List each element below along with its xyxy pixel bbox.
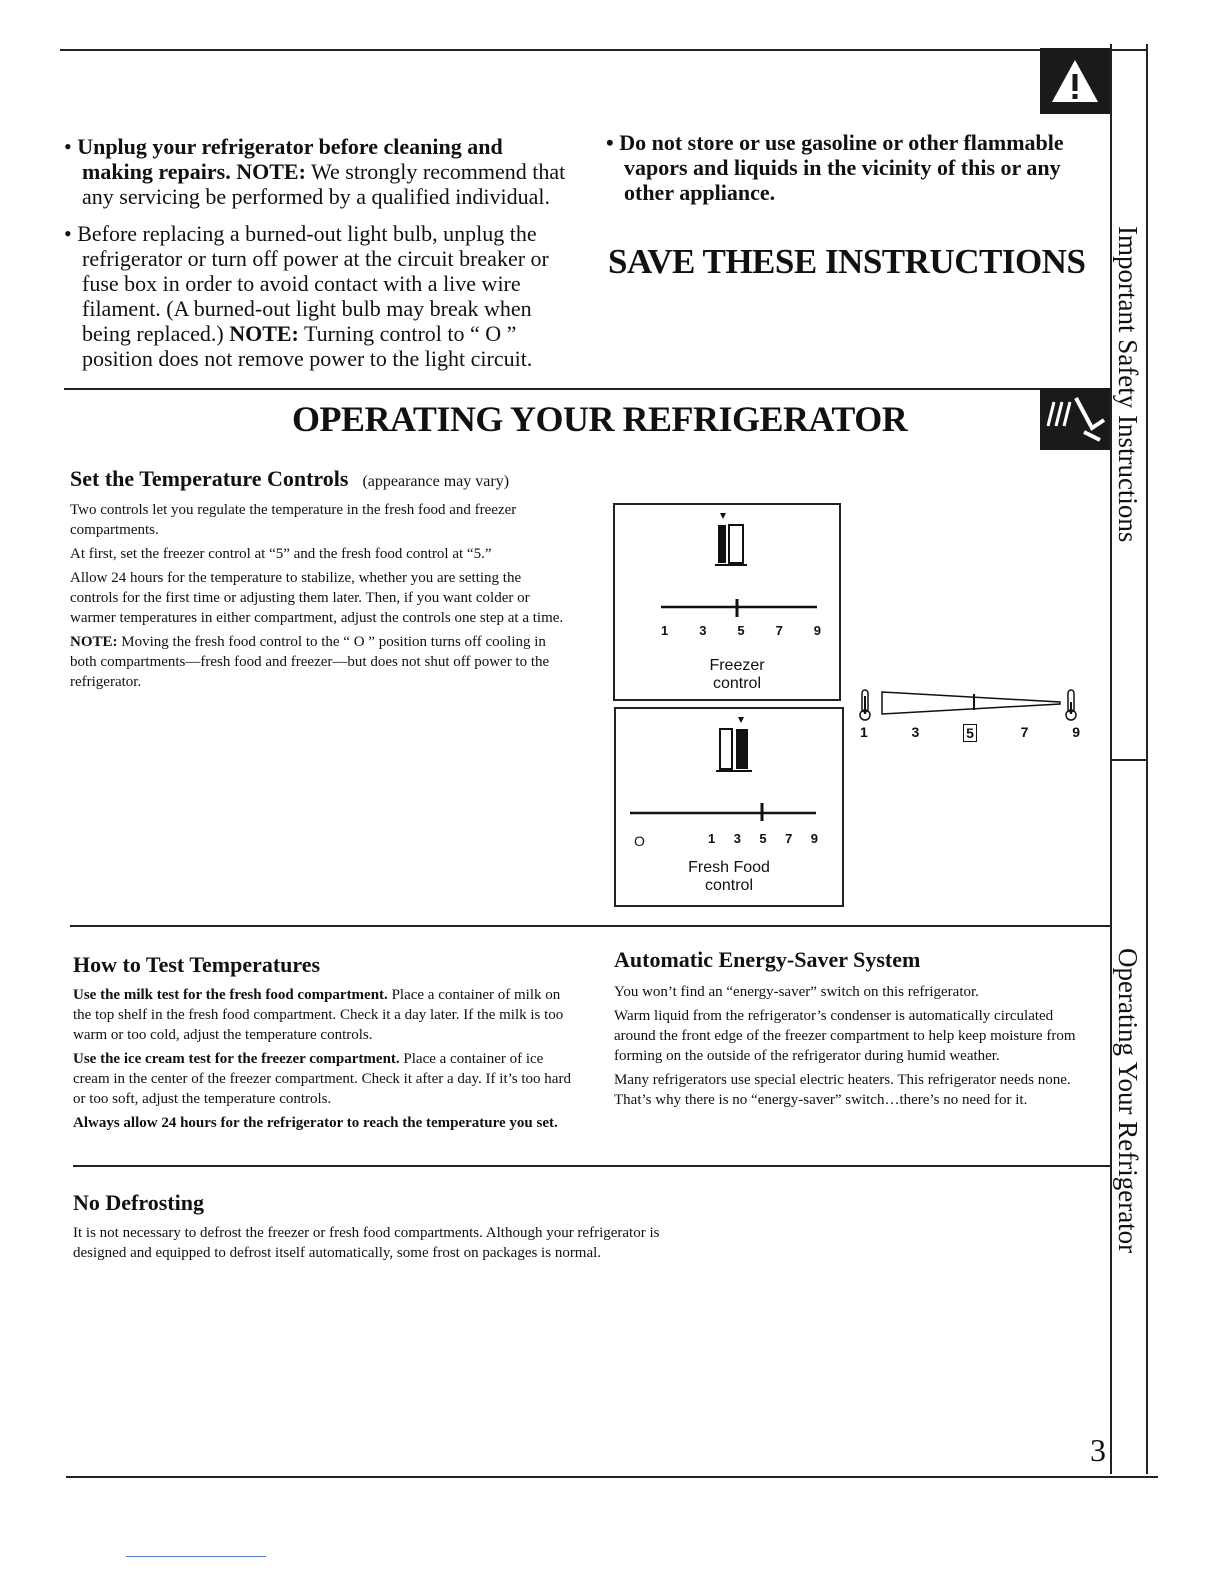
freezer-pointer (720, 513, 726, 519)
thermometer-cold-icon (860, 690, 870, 720)
freezer-ticks (661, 623, 821, 638)
freezer-control-panel (613, 503, 841, 701)
freezer-tick: 7 (775, 623, 783, 638)
safety-bottom-rule (64, 388, 1110, 390)
fresh-food-tick: 5 (759, 831, 767, 846)
fresh-food-label-line2: control (704, 877, 754, 894)
scale-tick: 3 (911, 724, 920, 740)
tab-divider (1112, 759, 1148, 761)
safety-right-column (606, 130, 1086, 217)
energy-paragraph-1: You won’t find an “energy-saver” switch on this refrigerator. (614, 984, 979, 1000)
set-controls-note: (appearance may vary) (362, 473, 510, 490)
controls-bottom-rule (70, 925, 1110, 927)
safety-left-column (64, 134, 574, 383)
test-milk-text: Place a container of milk on the top shelf in the fresh food compartment. Check it a day later. If the milk is too warm or too cold, adjust the temperature controls. (73, 987, 564, 1043)
fresh-food-control-panel (614, 707, 844, 907)
thermometer-warm-icon (1066, 690, 1076, 720)
freezer-tick: 1 (661, 623, 669, 638)
temperature-scale-ticks (860, 724, 1080, 742)
safety-bullet-unplug: • Unplug your refrigerator before cleaning and making repairs. NOTE: We strongly recommend that any servicing be performed by a qualified individual. (64, 134, 566, 209)
operating-title: OPERATING YOUR REFRIGERATOR (292, 399, 908, 439)
top-rule (60, 49, 1148, 51)
scale-tick: 7 (1020, 724, 1029, 740)
safety-bullet-1-bold: Unplug your refrigerator before cleaning and making repairs. NOTE: (77, 134, 503, 184)
freezer-tick: 9 (813, 623, 821, 638)
test-allow-paragraph: Always allow 24 hours for the refrigerator to reach the temperature you set. (73, 1115, 558, 1131)
energy-body (614, 982, 1096, 1114)
freezer-knob-filled (718, 525, 726, 563)
defrost-body: It is not necessary to defrost the freezer or fresh food compartments. Although your refrigerator is designed and equipped to defrost itself automatically, some frost on packages is normal. (73, 1225, 660, 1261)
freezer-tick: 3 (699, 623, 707, 638)
fresh-food-label-line1: Fresh Food (688, 859, 770, 876)
test-heading: How to Test Temperatures (73, 952, 321, 977)
freezer-tick: 5 (737, 623, 745, 638)
set-controls-body (70, 500, 570, 696)
safety-bullet-gasoline: • Do not store or use gasoline or other flammable vapors and liquids in the vicinity of this or any other appliance. (606, 130, 1064, 205)
safety-bullet-2-lead: Before replacing a burned-out light bulb, unplug the refrigerator or turn off power at the circuit breaker or fuse box in order to avoid contact with a live wire filament. (A burned-out light bulb may break when being replaced.) (77, 221, 549, 346)
energy-paragraph-3: Many refrigerators use special electric heaters. This refrigerator needs none. That’s why there is no “energy-saver” switch…there’s no need for it. (614, 1072, 1071, 1108)
test-milk-bold: Use the milk test for the fresh food compartment. (73, 987, 388, 1003)
test-ice-cream-paragraph (73, 1049, 573, 1109)
scale-tick-selected: 5 (963, 724, 977, 742)
fresh-food-pointer (738, 717, 744, 723)
safety-bullet-gasoline-text: Do not store or use gasoline or other flammable vapors and liquids in the vicinity of this or any other appliance. (619, 130, 1064, 205)
bottom-rule (66, 1476, 1158, 1478)
fresh-food-off-mark: O (634, 833, 645, 849)
set-controls-heading: Set the Temperature Controls (70, 466, 349, 491)
set-note-text: Moving the fresh food control to the “ O ” position turns off cooling in both compartments—fresh food and freezer—but does not shut off power to the refrigerator. (70, 634, 550, 690)
safety-bullet-1-text: We strongly recommend that any servicing be performed by a qualified individual. (82, 159, 566, 209)
save-instructions-heading: SAVE THESE INSTRUCTIONS (608, 242, 1086, 281)
test-bottom-rule (73, 1165, 1110, 1167)
scale-tick: 9 (1072, 724, 1080, 740)
tab-operating-refrigerator: Operating Your Refrigerator (1113, 948, 1143, 1254)
set-paragraph-1: Two controls let you regulate the temperature in the fresh food and freezer compartments. (70, 502, 517, 538)
fresh-food-tick: 3 (733, 831, 741, 846)
fresh-food-control-graphic (616, 709, 842, 849)
fresh-food-tick: 9 (810, 831, 818, 846)
test-milk-paragraph (73, 985, 573, 1045)
set-note-label: NOTE: (70, 634, 118, 650)
freezer-label-line1: Freezer (709, 657, 765, 674)
refrigerator-operating-icon (1040, 388, 1110, 450)
set-paragraph-3: Allow 24 hours for the temperature to stabilize, whether you are setting the controls for the first time or adjusting them later. Then, if you want colder or warmer temperatures in either compartment, adjust the controls one step at a time. (70, 570, 564, 626)
fresh-food-tick: 7 (785, 831, 793, 846)
temperature-wedge (882, 692, 1060, 714)
set-paragraph-2: At first, set the freezer control at “5” and the fresh food control at “5.” (70, 546, 492, 562)
defrost-heading: No Defrosting (73, 1190, 204, 1215)
freezer-label (615, 657, 859, 693)
set-controls-heading-row (70, 466, 509, 492)
safety-bullet-light-bulb: • Before replacing a burned-out light bulb, unplug the refrigerator or turn off power at the circuit breaker or fuse box in order to avoid contact with a live wire filament. (A burned-out light bulb may break when being replaced.) NOTE: Turning control to “ O ” position does not remove power to the light circuit. (64, 221, 549, 371)
freezer-knob-outline (729, 525, 743, 563)
warning-icon (1040, 48, 1110, 114)
fresh-food-knob-outline (720, 729, 732, 769)
scale-tick: 1 (860, 724, 868, 740)
safety-bullet-2-bold: NOTE: (229, 321, 299, 346)
set-note-paragraph (70, 632, 570, 692)
test-ice-cream-text: Place a container of ice cream in the center of the freezer compartment. Check it after a day. If it’s too hard or too soft, adjust the temperature controls. (73, 1051, 571, 1107)
fresh-food-label (616, 859, 842, 895)
page-number: 3 (1090, 1432, 1106, 1468)
fresh-food-tick: 1 (708, 831, 716, 846)
fresh-food-knob-filled (736, 729, 748, 769)
temperature-scale-graphic (850, 686, 1090, 726)
safety-bullet-2-text: Turning control to “ O ” position does not remove power to the light circuit. (82, 321, 533, 371)
test-body (73, 985, 573, 1137)
freezer-label-line2: control (712, 675, 762, 692)
energy-paragraph-2: Warm liquid from the refrigerator’s condenser is automatically circulated around the front edge of the freezer compartment to help keep moisture from forming on the outside of the refrigerator during humid weather. (614, 1008, 1076, 1064)
footer-mark (126, 1556, 266, 1557)
test-ice-cream-bold: Use the ice cream test for the freezer compartment. (73, 1051, 400, 1067)
fresh-food-ticks (708, 831, 818, 846)
energy-heading: Automatic Energy-Saver System (614, 947, 921, 972)
tab-safety-instructions: Important Safety Instructions (1113, 226, 1143, 543)
